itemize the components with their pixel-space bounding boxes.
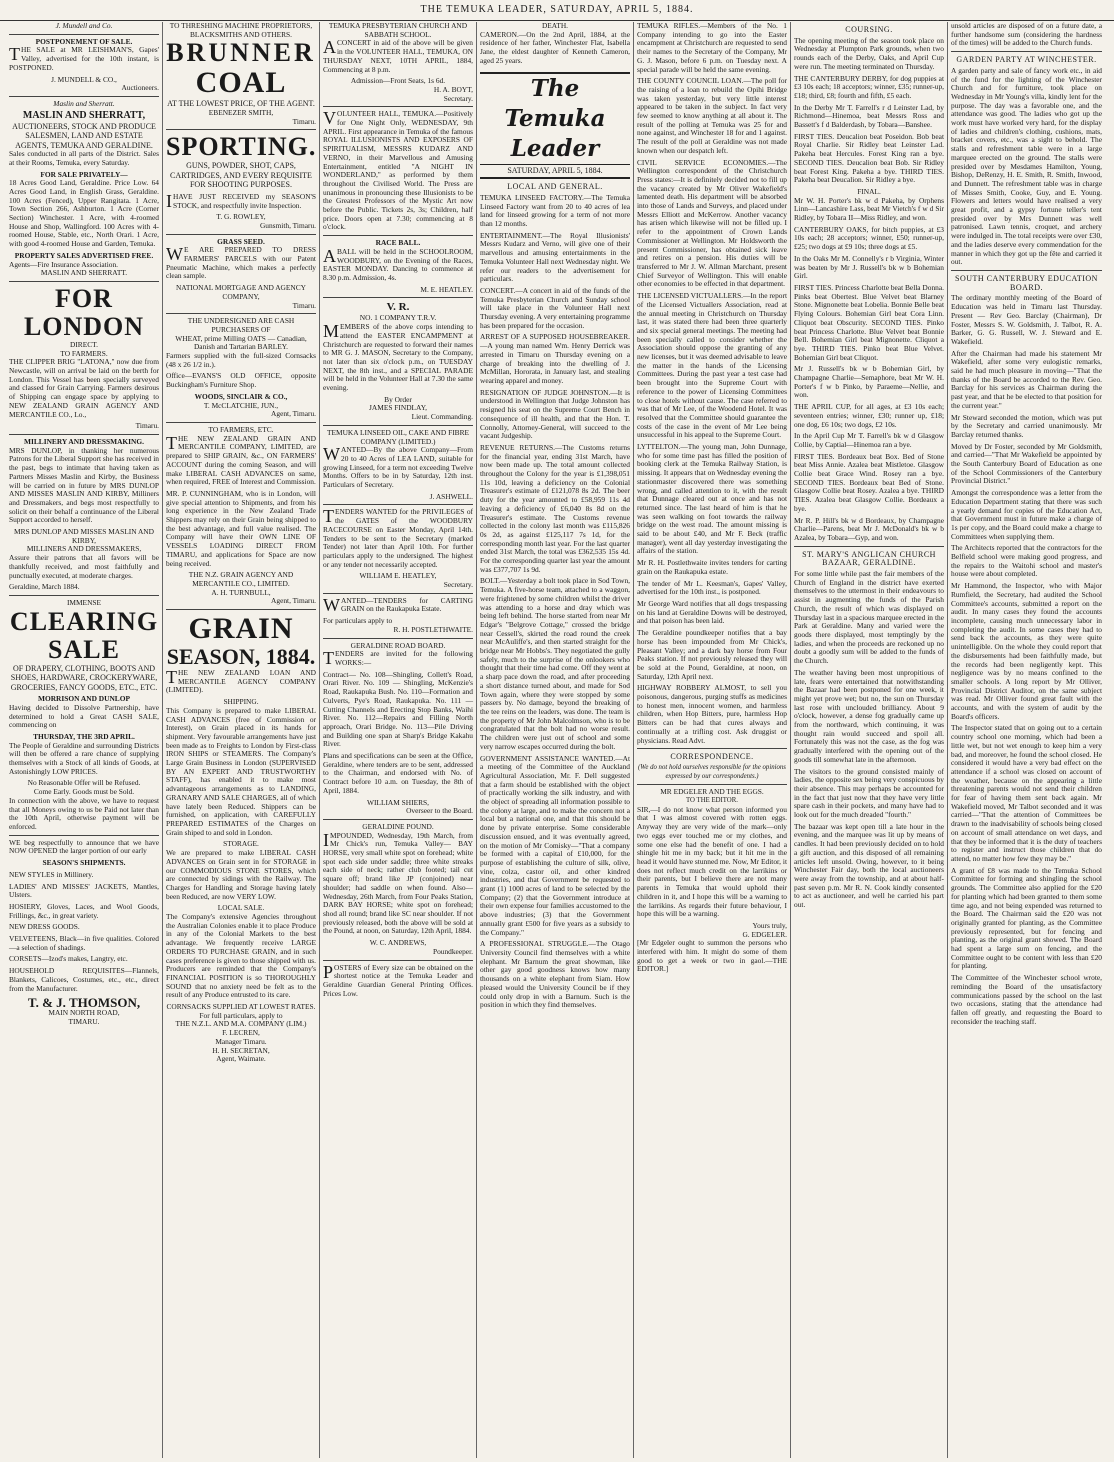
ad-text: For particulars apply to (323, 616, 393, 626)
ad-signature-role: Gunsmith, Timaru. (259, 220, 316, 230)
news-paragraph: The Architects reported that the contractors for the Belfield school were making good progress, and the repairs to the Waitohi school and master's house were about completed. (951, 543, 1102, 579)
ad-signature: Timaru. (135, 421, 159, 431)
ad-title-large: BRUNNER (166, 38, 316, 68)
ad-text: VELVETEENS, Black—in five qualities. Colored—a selection of shadings. (9, 934, 159, 952)
ad-subheading: TO FARMERS. (60, 348, 108, 358)
ad-signature: T. McCLATCHIE, JUN., (203, 400, 279, 410)
ad-text: WHEAT, prime Milling OATS — Canadian, Danish and Tartarian BARLEY. (175, 333, 307, 352)
ad-text: WANTED—TENDERS for CARTING GRAIN on the Raukapuka Estate. (323, 594, 473, 615)
ad-heading: TEMUKA PRESBYTERIAN CHURCH AND SABBATH SCHOOL. (328, 22, 468, 39)
news-paragraph: REVENUE RETURNS.—The Customs returns for the financial year, ending 31st March, have now been made up. The total amount collected throughout the Colony for the year is £1,398,051 11s 10d, leaving a deficiency on the Colonial Treasurer's estimate of £121,078 8s 2d. The beer duty for the year amounted to £58,959 11s 4d leaving a deficiency of £6,040 8s 8d on the Treasurer's estimate. The Customs revenue collected in the colony last month was £115,826 0s 2d, as against £125,117 7s 1d, for the corresponding month last year. For the last quarter ended 31st March, the total was £362,535 15s 4d. For the corresponding quarter last year the amount was £377,707 1s 9d. (480, 442, 630, 574)
ad-signature-role: Timaru. (292, 300, 316, 310)
ad-signature-role: Timaru. (292, 116, 316, 126)
news-paragraph: ARREST OF A SUPPOSED HOUSEBREAKER.—A young man named Wm. Henry Derrick was arrested in Timaru on Thursday evening on a charge of breaking into the dwelling of J. McMillan, Hororata, in January last, and stealing wearing apparel and money. (480, 332, 630, 385)
letter-text: SIR,—I do not know what person informed you that I was almost covered with rotten eggs. Anyway they are very wide of the mark—only two eggs ever touched me or my clothes, and some one else had the benefit of one. I had a shingle hit me in my back; but it hit me in the head it would have stunned me. Now, Mr Editor, it does not reflect much credit on the larrikins or their parents, but I believe there are not many parents in Temuka that would uphold their children in it, and I hope this will be a warning to the larrikins. As regards their future behaviour, I hope this will be a warning. (637, 804, 787, 919)
ad-text: ACONCERT in aid of the above will be given in the VOLUNTEER HALL, TEMUKA, ON THURSDAY NEXT, 10TH APRIL, 1884, Commencing at 8 p.m. (323, 37, 473, 74)
ad-text: MRS DUNLOP, in thanking her numerous Patrons for the Liberal Support she has received in the past, begs to intimate that having taken as Partners Misses Maslin and Kirby, the Business will be carried on in future by MRS DUNLOP AND MISSES MASLIN AND KIRBY, Milliners and Dressmakers, and begs most respectfully to solicit on their behalf a continuance of the Liberal Support accorded to herself. (9, 445, 159, 525)
ad-signature: M. E. HEATLEY. (420, 284, 473, 294)
ad-address: TIMARU. (68, 1016, 100, 1026)
ad-text: WANTED—By the above Company—From 20 to 40 Acres of LEA LAND, suitable for growing Linseed, for a term not exceeding Twelve Months. Offers to be in by Saturday, 12th inst. Particulars of Secretary. (323, 444, 473, 490)
news-paragraph: TEMUKA LINSEED FACTORY.—The Temuka Linseed Factory want from 20 to 40 acres of lea land for linseed growing for a term of not more than 12 months. (480, 192, 630, 229)
ad-heading: SHIPPING. (223, 697, 259, 707)
ad-heading: MORRISON AND DUNLOP (38, 694, 130, 704)
ad-heading: STORAGE. (223, 839, 259, 849)
ad-text: Having decided to Dissolve Partnership, have determined to hold a Great CASH SALE, commencing on (9, 702, 159, 730)
ad-signature: WILLIAM SHIERS, (367, 797, 429, 807)
news-paragraph: Amongst the correspondence was a letter from the Education Department stating that there was such a yearly demand for copies of the Education Act, that Government must in future make a charge of 1s per copy, and the Board could make a charge to Committees when supplying them. (951, 488, 1102, 541)
ad-text: MEMBERS of the above corps intending to attend the EASTER ENCAMPMENT at Christchurch are requested to forward their names to MR G. J. MASON, Secretary to the Company, not later than six o'clock p.m., on TUESDAY NEXT, the 8th inst., and a SPECIAL PARADE will be held in the Volunteer Hall at 7.30 the same evening. (323, 321, 473, 393)
news-paragraph: The ordinary monthly meeting of the Board of Education was held in Timaru last Thursday. Present — Rev Geo. Barclay (Chairman), Dr Foster, Messrs S. W. Goldsmith, J. Talbot, R. A. Barker, G. G. Russell, W. J. Steward and E. Wakefield. (951, 293, 1102, 346)
news-paragraph: THE CANTERBURY DERBY, for dog puppies at £3 10s each; 18 acceptors; winner, £35; runner-up, £18; third, £8; fourth and fifth, £5 each. (794, 73, 944, 100)
ad-signature-role: Overseer to the Board. (406, 806, 473, 816)
section-heading: GARDEN PARTY AT WINCHESTER. (956, 55, 1097, 65)
column-4 (477, 22, 634, 1458)
ad-subheading: TO THRESHING MACHINE PROPRIETORS, BLACKSMITHS AND OTHERS. (169, 22, 313, 39)
ad-text: The People of Geraldine and surrounding Districts will then be offered a rare chance of supplying themselves with a Stock of all kinds of Goods, at Astonishingly LOW PRICES. (9, 740, 159, 776)
news-paragraph: TEMUKA RIFLES.—Members of the No. 1 Company intending to go into the Easter encampment at Christchurch are requested to send their names to the Secretary of the Company, Mr G. J. Mason, before 6 p.m. on Tuesday next. A special parade will be held the same evening. (637, 22, 787, 74)
ad-text: The Company's extensive Agencies throughout the Australian Colonies enable it to place Produce in any of the Colonial Markets to the best advantage. We frequently receive LARGE ORDERS TO PURCHASE GRAIN, and in such cases preference is given to those shipped with us. Producers are reminded that the Company's FINANCIAL POSITION is so THOROUGHLY SOUND that no anxiety need be felt as to the result of any Produce entrusted to its care. (166, 912, 316, 1000)
editorial-note: [Mr Edgeler ought to summon the persons who interfered with him. It might do some of them good to get a week or two in gaol.—THE EDITOR.] (637, 938, 787, 974)
news-paragraph: The Geraldine poundkeeper notifies that a bay horse has been impounded from Mr Chick's, Pleasant Valley; and a dark bay horse from Four Peaks station. If not previously released they will be sold at the Pound, Geraldine, at noon, on Saturday, 12th April next. (637, 628, 787, 681)
ad-signature-role: Agent, Waimate. (216, 1054, 266, 1064)
ad-heading: T. & J. THOMSON, (27, 995, 141, 1011)
ad-heading: SEASON'S SHIPMENTS. (42, 858, 126, 868)
ad-signature: R. H. POSTLETHWAITE. (393, 624, 473, 634)
ad-heading: TEMUKA LINSEED OIL, CAKE AND FIBRE COMPANY (LIMITED.) (326, 427, 470, 446)
issue-date: SATURDAY, APRIL 5, 1884. (480, 167, 630, 180)
ad-subheading: IMMENSE (66, 597, 102, 607)
news-paragraph: A grant of £8 was made to the Temuka School Committee for forming and shingling the school grounds. The Committee also applied for the £20 for planting which had been granted to them some time ago, and not being expended was returned to the Board. The Chairman said the £20 was not originally granted for planting, as the Committee previously represented, but for fencing and planting, as the original grant showed. The Board had spent a large sum on fencing, and the Committee ought to be content with less than £20 for planting. (951, 865, 1102, 971)
ad-subheading: AUCTIONEERS, STOCK AND PRODUCE SALESMEN, LAND AND ESTATE AGENTS, TEMUKA AND GERALDINE. (12, 121, 156, 150)
news-paragraph: In the April Cup Mr T. Farrell's bk w d Glasgow Collie, by Captial—Hinemoa ran a bye. (794, 431, 944, 449)
ad-title-large: COAL (195, 66, 287, 100)
ad-heading: CORNSACKS SUPPLIED AT LOWEST RATES. (166, 1002, 316, 1012)
ad-signature: WILLIAM E. HEATLEY, (359, 571, 437, 581)
ad-text: ABALL will be held in the SCHOOLROOM, WOODBURY, on the Evening of the Races, EASTER MONDAY. Dancing to commence at 8.30 p.m. Admission, 4s. (323, 245, 473, 282)
news-paragraph: Mr R. H. Postlethwaite invites tenders for carting grain on the Raukapuka estate. (637, 558, 787, 576)
ad-text: 18 Acres Good Land, Geraldine. Price Low. 64 Acres Good Land, in English Grass, Geraldine. 100 Acres (Fenced), Upper Rangitata. 1 Acre, Town Section 266, Ashburton. 1 Acre (Corner Section) Winchester. 1 Acre, with 4-roomed House and Shop, Wallingford. 100 Acres with 4-roomed House, Stable, etc., North Orari. 1 Acre, with good 4-roomed House and Garden, Temuka. (9, 178, 159, 249)
ad-text: VOLUNTEER HALL, TEMUKA.—Positively for One Night Only, WEDNESDAY, 9th APRIL. First appearance in Temuka of the famous ROYAL ILLUSIONISTS AND EXPOSERS OF SPIRITUALISM, MESSRS KUDARZ AND VERNO, in their Marvellous and Amusing Entertainment, entitled "A NIGHT IN WONDERLAND," as performed by them throughout the Civilised World. The Press are unanimous in pronouncing these Illusionists to be the Greatest Professors of the Mystic Art now before the Public. Tickets 2s, 3s; Children, half price. Doors open at 7.30; commencing at 8 o'clock. (323, 108, 473, 232)
news-paragraph: CIVIL SERVICE ECONOMIES.—The Wellington correspondent of the Christchurch Press states:—It is definitely decided not to fill up the vacancy created by Mr Oliver Wakefield's lamented death. His department will be absorbed into those of Lands and Surveys, and placed under Messrs Elliott and McKerrow. Another vacancy has arisen which likewise will not be filled up. I refer to the appointment of Crown Lands Commissioner at Wellington. Mr Holdsworth the present Commissioner, has obtained sick leave and retires on a pension. His duties will be transferred to Mr J. W. Allman Marchant, present Chief Surveyor of Wellington. This will enable other economies to be effected in that department. (637, 157, 787, 289)
column-6 (791, 22, 948, 1458)
ad-title-large: CLEARING (9, 606, 159, 636)
ad-text: By Order (384, 394, 412, 404)
ad-signature-role: Poundkeeper. (432, 946, 473, 956)
ad-text: Admission—Front Seats, 1s 6d. (350, 76, 446, 86)
ad-signature-role: Lieut. Commanding. (411, 412, 473, 422)
results-list: FIRST TIES. Bordeaux beat Box. Bed of Stone beat Miss Annie. Azalea beat Mistletoe. Glasgow Collie beat Grace Wind. Rosey ran a bye. SECOND TIES. Bordeaux beat Bed of Stone. Glasgow Collie beat Rosey. Azalea a bye. THIRD TIES. Azalea beat Glasgow Collie. Bordeaux a bye. (794, 451, 944, 513)
ad-text: Sales conducted in all parts of the District. Sales at their Rooms, Temuka, every Saturday. (9, 149, 159, 167)
firm-name: J. Mundell and Co. (55, 22, 113, 30)
ad-text: NEW STYLES in Millinery. (9, 869, 94, 879)
ad-heading: TO FARMERS, ETC. (208, 424, 274, 434)
news-paragraph: CONCERT.—A concert in aid of the funds of the Temuka Presbyterian Church and Sunday school will take place in the Volunteer Hall next Thursday evening. A very entertaining programme has been prepared for the occasion. (480, 285, 630, 330)
ad-signature: EBENEZER SMITH, (208, 107, 274, 117)
ad-text: THE CLIPPER BRIG "LATONA," now due from Newcastle, will on arrival be laid on the berth for London. This Vessel has been specially surveyed and classed for Grain Carrying. Farmers desirous of Shipping can engage space by applying to NEW ZEALAND GRAIN AGENCY AND MERCANTILE CO., Lo., (9, 357, 159, 419)
ad-heading: V. R. (386, 301, 410, 314)
ad-signature: J. ASHWELL. (429, 491, 473, 501)
letter-salutation: TO THE EDITOR. (686, 797, 738, 805)
news-paragraph: THE APRIL CUP, for all ages, at £3 10s each; seventeen entries; winner, £30; runner up, £18; one dog, £6 10s; two dogs, £2 10s. (794, 402, 944, 429)
news-paragraph: The opening meeting of the season took place on Wednesday at Plumpton Park grounds, when two rounds each of the Derby, Oaks, and April Cup were run. The meeting terminated on Thursday. (794, 35, 944, 71)
ad-signature: JAMES FINDLAY, (369, 403, 427, 413)
news-paragraph: The weather having been most unpropitious of late, fears were entertained that notwithstanding the Bazaar had been postponed for one week, it might yet prove wet; but no, the sun on Thursday last rose with unclouded brilliancy. About 9 o'clock, however, a dense fog gradually came up from the northward, which continuing, it was thought rain would succeed and spoil all. Fortunately this was not the case, as the fog was gradually interfered with the opening out of the goods till somewhat late in the afternoon. (794, 667, 944, 764)
ad-heading: RACE BALL. (375, 238, 421, 248)
column-7 (948, 22, 1105, 1458)
ad-text: IMPOUNDED, Wednesday, 19th March, from Mr Chick's run, Temuka Valley— BAY HORSE, very small white spot on forehead; white spot each side under saddle; three white streaks each side of neck; rather club footed; tail cut square off; brand like JP (conjoined) near shoulder; had saddle on when found. Also—Wednesday, 26th March, from Four Peaks Station, DARK BAY HORSE; white spot on forehead; shod all round; brand like SC near shoulder. If not previously released, both the above will be sold at the Pound, at noon, on Saturday, 12th April, 1884. (323, 829, 473, 936)
news-paragraph: In the Oaks Mr M. Connelly's r b Virginia, Winter was beaten by Mr J. Russell's bk w b Bohemian Girl. (794, 253, 944, 281)
ad-heading: GERALDINE ROAD BOARD. (350, 640, 446, 650)
news-paragraph: A PROFESSIONAL STRUGGLE.—The Otago University Council find themselves with a white elephant. Mr Barnum the great showman, like other gay good goodness knows how many thousands on a white elephant from Siam. How pleased would the University Council be if they could only drop in with a Barnum. Such is the position in which they find themselves. (480, 939, 630, 1010)
ad-text: WE beg respectfully to announce that we have NOW OPENED the larger portion of our early (9, 837, 159, 856)
section-heading: LOCAL AND GENERAL. (507, 182, 603, 192)
ad-subheading: OF DRAPERY, CLOTHING, BOOTS AND SHOES, HARDWARE, CROCKERYWARE, GROCERIES, FANCY GOODS, ETC., ETC. (10, 663, 158, 692)
results-heading: FINAL. (857, 186, 881, 196)
ad-heading: LOCAL SALE. (217, 903, 265, 913)
ad-text: TENDERS are invited for the following WORKS:— (323, 648, 473, 669)
ad-signature: T. G. ROWLEY, (216, 212, 266, 222)
ad-signature: THE N.Z. GRAIN AGENCY AND MERCANTILE CO., LIMITED. (188, 570, 294, 588)
ad-signature-role: Secretary. (443, 93, 473, 103)
ad-text: LADIES' AND MISSES' JACKETS, Mantles, Ulsters. (9, 881, 159, 900)
ad-title-large: SEASON, 1884. (166, 644, 316, 670)
news-paragraph: CANTERBURY OAKS, for bitch puppies, at £3 10s each; 28 acceptors; winner, £50; runner-up, £25; two dogs at £9 10s; three dogs at £5. (794, 224, 944, 252)
ad-date: THURSDAY, THE 3RD APRIL. (33, 731, 135, 741)
ad-title-large: GRAIN (188, 612, 294, 646)
newspaper-title: The Temuka Leader (480, 72, 630, 165)
ad-heading: THE UNDERSIGNED ARE CASH PURCHASERS OF (187, 316, 295, 334)
ad-heading: POSTPONEMENT OF SALE. (35, 36, 133, 46)
ad-text: WE ARE PREPARED TO DRESS FARMERS' PARCELS with our Patent Pneumatic Machine, which makes a perfectly clean sample. (166, 244, 316, 281)
section-heading: ST. MARY'S ANGLICAN CHURCH BAZAAR, GERALDINE. (802, 549, 936, 568)
news-paragraph: RESIGNATION OF JUDGE JOHNSTON.—It is understood in Wellington that Judge Johnston has resigned his seat on the Supreme Court Bench in consequence of ill health, and that the Hon. T. Connolly, Attorney-General, will succeed to the vacant Judgeship. (480, 387, 630, 441)
news-paragraph: Mr George Ward notifies that all dogs trespassing on his land at Geraldine Downs will be destroyed, and that poison has been laid. (637, 599, 787, 626)
ad-text: Assure their patrons that all favors will be thankfully received, and most faithfully and punctually executed, at moderate charges. (9, 553, 159, 580)
ad-heading: PROPERTY SALES ADVERTISED FREE. (14, 250, 154, 260)
news-paragraph: A garden party and sale of fancy work etc., in aid of the fund for the lighting of the Winchester Church and for furniture, took place on Wednesday in Mr Young's villa, kindly lent for the purpose. The day was a favorable one, and the attendance was good. The ladies who got up the work must have worked very hard, for the display of ladies and children's clothing, cushions, mats, bracket covers, etc., was a sight to behold. The stalls and refreshment table were in a large marquee erected on the ground. The stalls were presided over by Mesdames Hamilton, Young, Bishop, DeRenzy, H. E. Smith, R. Smith, Inwood, and Dunnett. The refreshment table was in charge of Misses Smith, Cooke, Guy, and E. Young. Flowers and letters would have realised a very great profit, and a gypsy fortune teller's tent presided over by Mrs Dunnett was well patronised. Lawn tennis, croquet, and archery were indulged in. The total receipts were over £30, and the ladies deserve every commendation for the manner in which they got up the fête and carried it out. (951, 65, 1102, 267)
ad-text: IHAVE JUST RECEIVED my SEASON'S STOCK, and respectfully invite Inspection. (166, 190, 316, 211)
ad-text: HOUSEHOLD REQUISITES—Flannels, Blankets, Calicoes, Costumes, etc., etc., direct from the Manufacturer. (9, 966, 159, 993)
ad-signature: MRS DUNLOP AND MISSES MASLIN AND KIRBY, (14, 527, 154, 545)
ad-text: Agents—Fire Insurance Association. (9, 259, 118, 269)
ad-signature-role: Agent, Timaru. (271, 409, 316, 419)
ad-signature-role: MILLINERS AND DRESSMAKERS, (26, 544, 142, 554)
ad-signature: H. H. SECRETAN, (212, 1045, 270, 1055)
columns (6, 22, 1110, 1458)
ad-heading: FOR SALE PRIVATELY— (40, 169, 128, 179)
ad-signature: WOODS, SINCLAIR & CO., (194, 391, 288, 401)
ad-text: POSTERS of Every size can be obtained on the shortest notice at the Temuka Leader and Geraldine Guardian General Printing Offices. Prices Low. (323, 961, 473, 998)
news-paragraph: LYTTELTON.—The young man, John Dunnage, who for some time past has filled the position of booking clerk at the Temuka Railway Station, is missing. It appears that on Wednesday evening the stationmaster discovered there was something wrong, and called attention to it, with the result that Dunnage cleared out at once and has not returned since. The last heard of him is that he was seen walking on foot towards the railway bridge on the west road. The amount missing is said to be about £40, and Mr F. Beck (traffic manager), went all day yesterday investigating the affairs of the station. (637, 442, 787, 556)
ad-heading: GERALDINE POUND. (362, 821, 434, 831)
ad-text: MR. P. CUNNINGHAM, who is in London, will give special attention to Shipments, and from his long experience in the New Zealand Trade Shippers may rely on their Grain being shipped to the best advantage, and full value realised. The Company will have their OWN LINE OF VESSELS LOADING DIRECT FROM TIMARU, and applications for Space are now being received. (166, 488, 316, 568)
ad-heading: MASLIN AND SHERRATT, (22, 109, 146, 121)
section-heading: CORRESPONDENCE. (670, 752, 754, 762)
ad-signature-role: Agent, Timaru. (271, 596, 316, 606)
ad-text: THE NEW ZEALAND LOAN AND MERCANTILE AGENCY COMPANY (LIMITED). (166, 667, 316, 695)
ad-signature-role: Manager Timaru. (215, 1036, 267, 1046)
news-paragraph: The bazaar was kept open till a late hour in the evening, and the marquee was lit up by means of candles. It had been previously decided on to hold a gift auction, and this disposed of all remaining articles left unsold. Owing, however, to it being Winchester Fair day, both the local auctioneers were away from the township, and at about half-past seven p.m. Mr R. N. Cook kindly consented to act as auctioneer, and well he carried his part out. (794, 821, 944, 910)
ad-signature: NATIONAL MORTGAGE AND AGENCY COMPANY, (175, 283, 307, 301)
ad-address: MAIN NORTH ROAD, (48, 1008, 120, 1018)
ad-signature: A. H. TURNBULL, (211, 587, 271, 597)
ad-heading: GRASS SEED. (217, 236, 265, 246)
ad-text: THE SALE at MR LEISHMAN'S, Gapes' Valley, advertised for the 10th instant, is POSTPONED. (9, 44, 159, 72)
ad-text: CORSETS—Izod's makes, Langtry, etc. (9, 954, 128, 964)
news-paragraph: The Committee of the Winchester school wrote, reminding the Board of the unsatisfactory communications passed by the school on the last two occasions, stating that the attendance had fallen off greatly, and requesting the Board to reconsider the teaching staff. (951, 973, 1102, 1026)
news-paragraph: Moved by Dr Foster, seconded by Mr Goldsmith, and carried—"That Mr Wakefield be appointed by the South Canterbury Board of Education as one of the School Commissioners of the Canterbury Provincial District." (951, 441, 1102, 486)
news-paragraph: The tender of Mr L. Keesman's, Gapes' Valley, advertised for the 10th inst., is postponed. (637, 578, 787, 597)
ad-title-large: SALE (48, 634, 120, 664)
news-paragraph: The Inspector stated that on going out to a certain country school one morning, which had been a little wet, but not wet enough to keep him a very bad, and moreover, he found the school closed. He considered it would have a very bad effect on the attendance if a school was closed on account of the weather, because on the appearing a little threatening parents would not send their children for fear of having them sent back again. Mr Wakefield moved, Mr Talbot seconded and it was carried—"That the attention of Committees be drawn to the inadvisability of schools being closed on account of small attendance on wet days, and that they be informed that it is the duty of teachers to register and instruct those children that do attend, no matter how few they may be." (951, 723, 1102, 863)
ad-subheading: NO. 1 COMPANY T.R.V. (359, 313, 437, 323)
ad-text: No Reasonable Offer will be Refused. (27, 778, 141, 788)
news-paragraph: In the Derby Mr T. Farrell's r d Leinster Lad, by Richmond—Hinemoa, beat Messrs Ross and Bassett's f d Balderdash, by Tobara—Banshee. (794, 102, 944, 130)
ad-signature: MASLIN AND SHERRATT. (40, 268, 128, 278)
news-paragraph: For some little while past the fair members of the Church of England in the district have exerted themselves to the uttermost in their endeavours to assist in augmenting the funds of the Parish Church, the result of which was displayed on Thursday last in a spacious marquee erected in the Park at Geraldine. Many and varied were the goods there displayed, most temptingly by the ladies, and when the proceeds are reckoned up no doubt a goodly sum will be added to the funds of the Church. (794, 569, 944, 666)
ad-text: Office—EVANS'S OLD OFFICE, opposite Buckingham's Furniture Shop. (166, 371, 316, 390)
ad-text: Plans and specifications can be seen at the Office, Geraldine, where tenders are to be sent, addressed to the Chairman, and endorsed with No. of Contract before 10 a.m. on Tuesday, the 8th of April, 1884. (323, 751, 473, 795)
ad-subheading: DIRECT. (70, 339, 98, 349)
ad-text: This Company is prepared to make LIBERAL CASH ADVANCES (free of Commission or Interest), on Grain placed in its hands for shipment. Very favourable arrangements have just been made as to Freights to London by First-class IRON SHIPS or STEAMERS. The Company's Large Grain Business in London (SUPERVISED BY AN EXPERT AND TRUSTWORTHY STAFF), has enabled it to make most advantageous arrangements as to LANDING, GRANARY AND SALE CHARGES, all of which have lately been Reduced. Shippers can be furnished, on application, with CAREFULLY PREPARED ESTIMATES of the Charges on Grain shiped to and sold in London. (166, 705, 316, 837)
ad-text: TENDERS WANTED for the PRIVILEGES of the GATES of the WOODBURY RACECOURSE on Easter Monday, April 14th. Tenders to be sent to the Secretary (marked Tender) not later than April 10th. For further particulars apply to the undersigned. The highest or any tender not necessarily accepted. (323, 506, 473, 569)
ad-signature: THE N.Z.L. AND M.A. COMPANY (LIM.) (175, 1019, 307, 1029)
ad-text: For full particulars, apply to (199, 1010, 283, 1020)
news-paragraph: Mr J. Russell's bk w b Bohemian Girl, by Champagne Charlie—Semaphore, beat Mr W. H. Porter's f w b Pinko, by Paraeme—Nellie, and won. (794, 364, 944, 400)
section-heading: SOUTH CANTERBURY EDUCATION BOARD. (955, 273, 1098, 292)
results-list: FIRST TIES. Deucalion beat Poseidon. Bob beat Royal Charlie. Sir Ridley beat Leinster Lad. Pakeha beat Hercules. Forest King ran a bye. SECOND TIES. Deucalion beat Bob. Sir Ridley beat Forest King. Pakeha a bye. THIRD TIES. Pakeha beat Deucalion. Sir Ridley a bye. (794, 131, 944, 185)
ad-text: Come Early. Goods must be Sold. (33, 787, 135, 797)
ad-date: Geraldine, March 1884. (9, 582, 80, 592)
news-paragraph: HIGHWAY ROBBERY ALMOST, to sell you poisonous, dangerous, purging stuffs as medicines to honest men, innocent women, and harmless children, when Hop Bitters, pure, harmless Hop Bitters can be had that cures always and continually at a trifling cost. Ask druggist or physicians. Read Advt. (637, 683, 787, 745)
ad-title-large: FOR LONDON (23, 283, 145, 341)
ad-text: Contract— No. 108—Shingling, Collett's Road, Orari River. No. 109 — Shingling, McKenzie's Road, Raukapuka Bush. No. 110—Formation and Culverts, Pye's Road, Raukapuka. No. 111 — Cutting Channels and Erecting Stop Banks, Waihi River. No. 112—Repairs and Filling North approach, Orari Bridge. No. 113—Pile Driving and Building one span at Sharp's Bridge Kakahu River. (323, 669, 473, 749)
news-paragraph: Mr Hammond, the Inspector, who with Major Rumfield, the Secretary, had audited the School Committee's accounts, submitted a report on the audit. In many cases they found the accounts incomplete, causing much unnecessary labor in completing the audit. In some cases they had to send back the accounts, as they were quite unintelligible. On the whole they could report that the disbursements had been faithfully made, but the records had been negligently kept. This negligence was by no means confined to the smaller schools. A long report by Mr Olliver, Provincial District Auditor, on the same subject was read. Mr Olliver found great fault with the accounts, and with the system of audit by the Board's officers. (951, 581, 1102, 721)
letter-signature: G. EDGELER. (742, 929, 787, 939)
ad-signature-role: Secretary. (443, 580, 473, 590)
ad-text: We are prepared to make LIBERAL CASH ADVANCES on Grain sent in for STORAGE in our COMMODIOUS STONE STORES, which are connected by sidings with the Railway. The Charges for Handling and Storage having lately been Reduced, are now VERY LOW. (166, 848, 316, 901)
letter-closing: Yours truly, (752, 920, 787, 930)
page-header: THE TEMUKA LEADER, SATURDAY, APRIL 5, 1884. (0, 0, 1114, 21)
news-paragraph: The visitors to the ground consisted mainly of ladies, the opposite sex being very conspicuous by their absence. This may perhaps be accounted for in the fact that just now that they have very little spare cash in their pockets, and many have had to look out for the much dreaded "fourth." (794, 766, 944, 820)
column-2 (163, 22, 320, 1458)
ad-signature: F. LECREN, (222, 1028, 260, 1038)
ad-text: Farmers supplied with the full-sized Cornsacks (48 x 26 1/2 in.). (166, 351, 316, 369)
letter-title: MR EDGELER AND THE EGGS. (660, 787, 764, 797)
ad-text: THE NEW ZEALAND GRAIN AND MERCANTILE COMPANY, LIMITED, are prepared to SHIP GRAIN, &c., ON FARMERS' ACCOUNT during the coming Season, and will make LIBERAL CASH ADVANCES on same, when required, FREE of Interest and Commission. (166, 432, 316, 487)
ad-subheading: GUNS, POWDER, SHOT, CAPS, CARTRIDGES, AND EVERY REQUISITE FOR SHOOTING PURPOSES. (170, 161, 312, 190)
editorial-note: (We do not hold ourselves responsible for the opinions expressed by our correspondents.) (638, 763, 786, 780)
news-paragraph: Mr R. P. Hill's bk w d Bordeaux, by Champagne Charlie—Parens, beat Mr J. McDonald's bk w b Azalea, by Tobara—Gyp, and won. (794, 515, 944, 542)
column-5 (634, 22, 791, 1458)
news-paragraph: Mr Steward seconded the motion, which was put by the Secretary and carried unanimously. Mr Barclay returned thanks. (951, 412, 1102, 439)
column-1 (6, 22, 163, 1458)
news-paragraph: THE LICENSED VICTUALLERS.—In the report of the Licensed Victuallers Association, read at the annual meeting in Christchurch on Thursday last, it was stated there had been three quarterly and six special general meetings. The meeting had been specially called to consider whether the Association should oppose the granting of any new licenses, but it was deemed advisable to leave the matter in the hands of the Licensing Committees. During the past year a test case had been brought into the Supreme Court with reference to the power of Licensing Committees to close hotels without cause. The case referred to was that of Mr Lee, of the Woodend Hotel. It was resolved that the Committee should guarantee the costs of the case in the event of Mr Lee being unsuccessful in his appeal to the Supreme Court. (637, 291, 787, 440)
ad-text: NEW DRESS GOODS. (9, 922, 80, 932)
firm-name: Maslin and Sherratt. (53, 98, 115, 108)
news-paragraph: Mr W. H. Porter's bk w d Pakeha, by Orphens Linn—Lancashire Lass, beat Mr Vietch's f w d Sir Ridley, by Tobara II—Miss Ridley, and won. (794, 195, 944, 223)
section-heading: COURSING. (845, 25, 893, 34)
column-3 (320, 22, 477, 1458)
news-paragraph: GOVERNMENT ASSISTANCE WANTED.—At a meeting of the Committee of the Auckland Agricultural Association, Mr. F. Dell suggested that a farm should be established with the object of practically working the silk industry, and with the object of spreading all information possible to the colony at large, and to make the concern not a local but a national one, and that this should be done by private enterprise. Some considerable discussion ensued, and it was eventually agreed, on the motion of Mr Comisky—"That a company be formed with a capital of £10,000, for the purpose of establishing the culture of silk, olive, vine, colza, castor oil, and other kindred industries, and that Government be requested to grant (1) 1000 acres of land to be selected by the Company; (2) that the Government introduce at their own expense four families accustomed to the above industries; (3) that the Government annually grant £500 for five years as a subsidy to the Company." (480, 753, 630, 937)
ad-signature: H. A. BOYT, (433, 84, 473, 94)
news-paragraph: ENTERTAINMENT.—The Royal Illusionists' Messrs Kudarz and Verno, will give one of their marvellous and amusing entertainments in the Temuka Volunteer Hall next Wednesday night. We refer our readers to the advertisement for particulars. (480, 230, 630, 284)
ad-text: In connection with the above, we have to request that all Moneys owing to us be Paid not later than the 10th April, otherwise payment will be enforced. (9, 795, 159, 831)
ad-title-large: SPORTING. (166, 132, 317, 162)
news-paragraph: BOLT.—Yesterday a bolt took place in Sod Town, Temuka. A five-horse team, attached to a waggon, were frightened by some children whilst the driver was attending to a horse and dray which was being left behind. The horse started from near Mr Edgar's "Belgrove Cottage," crossed the bridge near Cessell's, skirted the road round the creek near McAuliffe's, and then started straight for the bridge near Mr Hobbs's. They negotiated the gully safely, much to the surprise of the onlookers who thought that their time had come. Off they went at a sharp pace down the road, and after proceeding a short distance turned about, and made for Sod Town again, where they were stopped by some passers by. No damage, beyond the breaking of the tee reins on the leaders, was done. The team is the property of Mr John Malcolmson, who is to be congratulated that the bolt had no worse result. The children were just out of school and some very narrow escapes occurred during the bolt. (480, 576, 630, 751)
news-paragraph: THE COUNTY COUNCIL LOAN.—The poll for the raising of a loan to rebuild the Opihi Bridge was taken yesterday, but very little interest appeared to be taken in the subject. In fact very few seemed to know anything at all about it. The result of the polling at Temuka was 25 for and none against, and Winchester 18 for and 1 against. The result of the poll at Geraldine was not made known when our despatch left. (637, 76, 787, 155)
results-list: FIRST TIES. Princess Charlotte beat Bella Donna. Pinks beat Obertest. Blue Velvet beat Blarney Stone. Mignonette beat Lobelia. Bonnie Belle beat Flying Colours. Bohemian Girl beat Cora Linn. Cliquot beat Obscurity. SECOND TIES. Pinko beat Princess Charlotte. Blue Velvet beat Bonnie Bell. Bohemian Girl beat Mignonette. Cliquot a bye. THIRD TIES. Pinko beat Blue Velvet. Bohemian Girl beat Cliquot. (794, 282, 944, 362)
ad-text: HOSIERY, Gloves, Laces, and Wool Goods, Frillings, &c., in great variety. (9, 901, 159, 920)
section-heading: DEATH. (541, 22, 569, 30)
ad-signature-role: Auctioneers. (121, 83, 159, 93)
news-paragraph: After the Chairman had made his statement Mr Wakefield, after some very eulogistic remarks, said he had much pleasure in moving—"That the thanks of the Board be accorded to the Rev. Geo. Barclay for his services as Chairman during the past year, and that he be elected to that position for the current year." (951, 348, 1102, 410)
ad-signature: J. MUNDELL & CO., (51, 74, 117, 84)
news-paragraph: unsold articles are disposed of on a future date, a further handsome sum (considering the hardness of the times) will be added to the Church funds. (951, 22, 1102, 48)
ad-subheading: AT THE LOWEST PRICE, OF THE AGENT. (167, 99, 315, 109)
ad-heading: MILLINERY AND DRESSMAKING. (24, 437, 144, 446)
notice-text: CAMERON.—On the 2nd April, 1884, at the residence of her father, Winchester Flat, Isabella Jane, the eldest daughter of Kenneth Cameron, aged 25 years. (480, 29, 630, 65)
ad-signature: W. C. ANDREWS, (369, 938, 427, 948)
